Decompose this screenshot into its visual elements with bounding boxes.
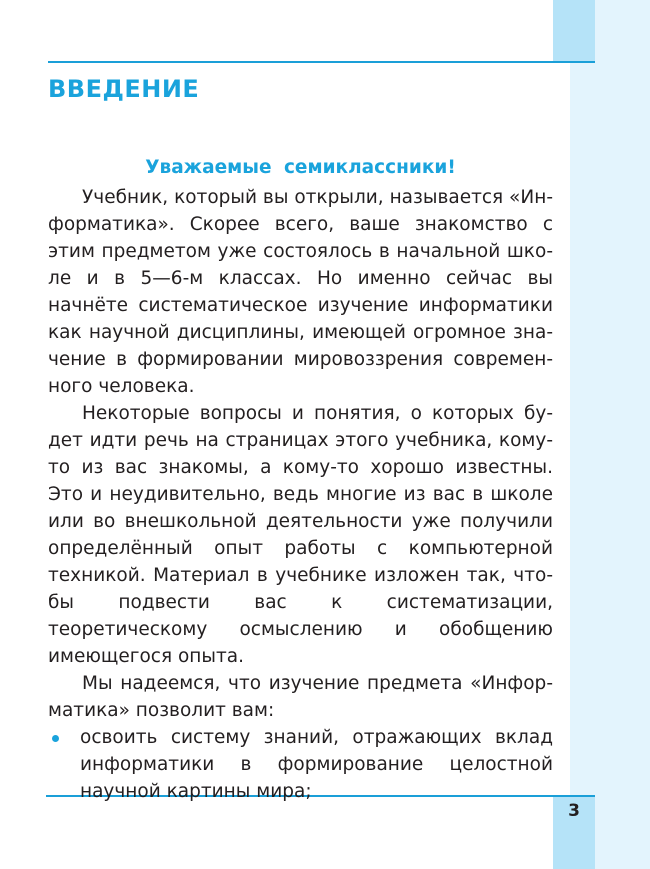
paragraph: Некоторые вопросы и понятия, о которых будет идти речь на страницах этого учебника, кому-то из вас знакомы, а кому-то хорошо известны. Это и неудивительно, ведь многие из вас в школе или во внешкольной деятельности уже получили определённый опыт работы с компьютерной техникой. Материал в учебнике изложен так, чтобы подвести вас к систематизации, теоретическому осмыслению и обобщению имеющегося опыта.: [48, 403, 553, 667]
section-subtitle: Уважаемые семиклассники!: [145, 157, 456, 178]
page-title: ВВЕДЕНИЕ: [48, 75, 200, 103]
page-number: 3: [568, 801, 580, 821]
margin-strip: [570, 0, 650, 869]
body-text: [48, 184, 553, 805]
top-margin-tab: [553, 0, 595, 62]
bullet-dot-icon: [52, 735, 59, 742]
paragraph: Мы надеемся, что изучение предмета «Информатика» позволит вам:: [48, 673, 553, 721]
list-item: [48, 724, 553, 805]
header-rule: [48, 61, 595, 63]
paragraph: Учебник, который вы открыли, называется «Информатика». Скорее всего, ваше знакомство с этим предметом уже состоялось в начальной школе и в 5—6-м классах. Но именно сейчас вы начнёте систематическое изучение информатики как научной дисциплины, имеющей огромное значение в формировании мировоззрения современного человека.: [48, 187, 553, 397]
list-item-text: освоить систему знаний, отражающих вклад информатики в формирование целостной научной картины мира;: [80, 727, 553, 802]
bullet-list: [48, 724, 553, 805]
